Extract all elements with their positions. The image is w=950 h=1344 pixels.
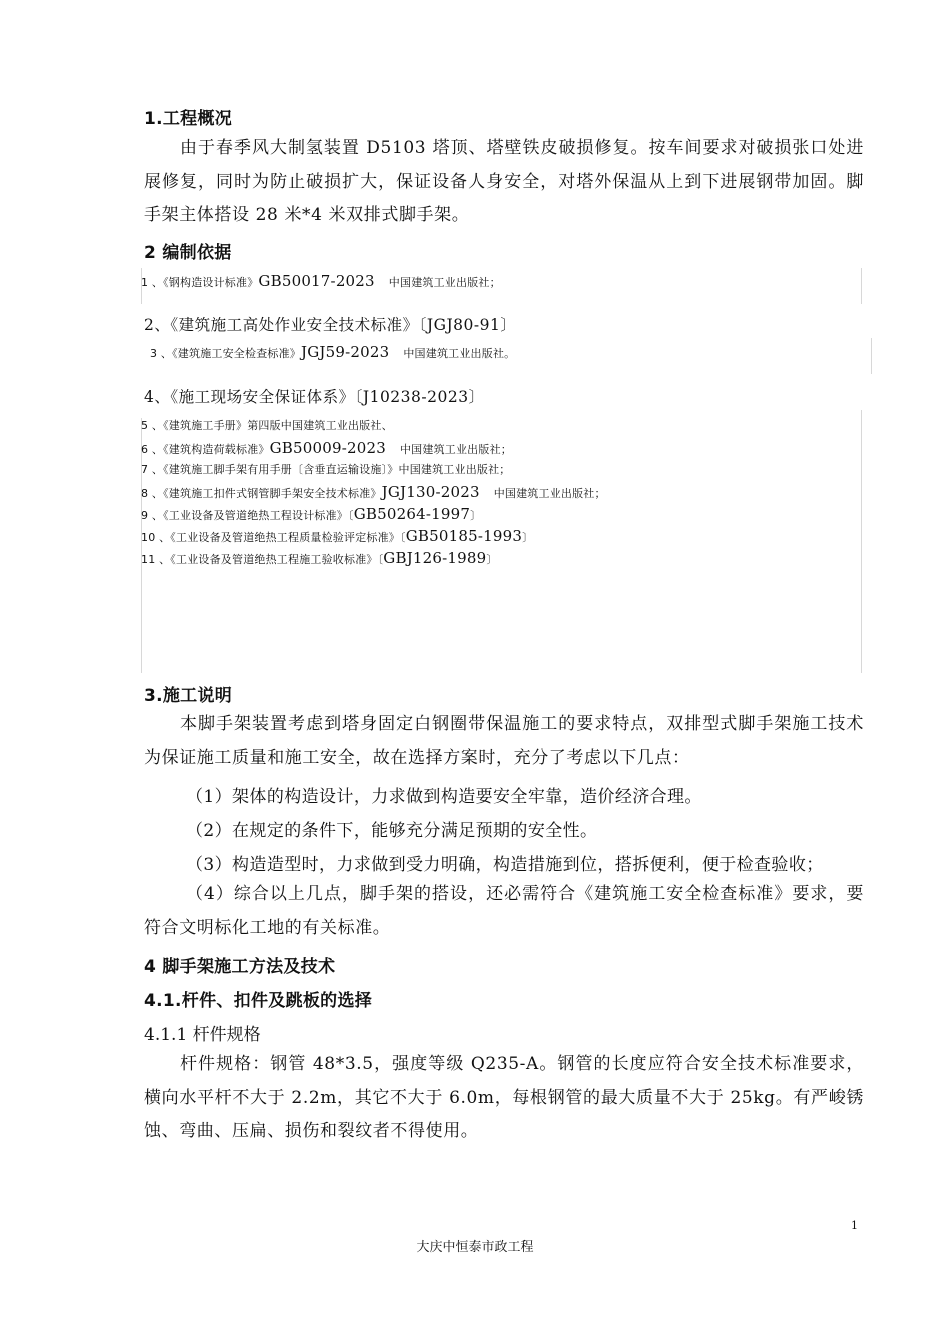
section-3-title: 3.施工说明 <box>144 686 233 706</box>
scan-border-right <box>871 338 872 374</box>
list-item: （2）在规定的条件下，能够充分满足预期的安全性。 <box>186 821 598 841</box>
reference-item: 10 、《工业设备及管道绝热工程质量检验评定标准》〔GB50185-1993〕 <box>141 527 534 545</box>
scan-border-right <box>861 268 862 304</box>
reference-item: 7 、《建筑施工脚手架有用手册〔含垂直运输设施〕》中国建筑工业出版社； <box>141 463 511 476</box>
footer-company: 大庆中恒泰市政工程 <box>416 1240 534 1255</box>
reference-item: 5 、《建筑施工手册》第四版中国建筑工业出版社、 <box>141 419 393 432</box>
reference-item: 11 、《工业设备及管道绝热工程施工验收标准》〔GBJ126-1989〕 <box>141 549 498 567</box>
section-4-1-title: 4.1.杆件、扣件及跳板的选择 <box>144 991 373 1011</box>
reference-item: 1 、《钢构造设计标准》GB50017-2023 中国建筑工业出版社； <box>141 272 501 290</box>
reference-item: 9 、《工业设备及管道绝热工程设计标准》〔GB50264-1997〕 <box>141 505 482 523</box>
section-4-title: 4 脚手架施工方法及技术 <box>144 957 336 977</box>
reference-item: 2、《建筑施工高处作业安全技术标准》〔JGJ80-91〕 <box>144 316 517 334</box>
section-2-title: 2 编制依据 <box>144 243 232 263</box>
page-number: 1 <box>851 1219 858 1232</box>
section-1-body: 由于春季风大制氢装置 D5103 塔顶、塔壁铁皮破损修复。按车间要求对破损张口处进展修复，同时为防止破损扩大，保证设备人身安全，对塔外保温从上到下进展钢带加固。脚手架主体搭设 28 米*4 米双排式脚手架。 <box>144 138 864 225</box>
section-4-1-1-body: 杆件规格：钢管 48*3.5，强度等级 Q235-A。钢管的长度应符合安全技术标准要求，横向水平杆不大于 2.2m，其它不大于 6.0m，每根钢管的最大质量不大于 25kg。有严峻锈蚀、弯曲、压扁、损伤和裂纹者不得使用。 <box>144 1054 864 1141</box>
reference-item: 3 、《建筑施工安全检查标准》JGJ59-2023 中国建筑工业出版社。 <box>150 343 516 361</box>
scan-border-right <box>861 410 862 673</box>
section-3-intro: 本脚手架装置考虑到塔身固定白钢圈带保温施工的要求特点，双排型式脚手架施工技术为保证施工质量和施工安全，故在选择方案时，充分了考虑以下几点： <box>144 714 864 768</box>
section-4-1-1-title: 4.1.1 杆件规格 <box>144 1025 261 1045</box>
list-item: （1）架体的构造设计，力求做到构造要安全牢靠，造价经济合理。 <box>186 787 702 807</box>
list-item: （3）构造造型时，力求做到受力明确，构造措施到位，搭拆便利，便于检查验收； <box>186 855 824 875</box>
reference-item: 6 、《建筑构造荷载标准》GB50009-2023 中国建筑工业出版社； <box>141 439 512 457</box>
list-item: （4）综合以上几点，脚手架的搭设，还必需符合《建筑施工安全检查标准》要求，要符合文明标化工地的有关标准。 <box>144 884 864 938</box>
reference-item: 8 、《建筑施工扣件式钢管脚手架安全技术标准》JGJ130-2023 中国建筑工业出版社； <box>141 483 606 501</box>
section-1-title: 1.工程概况 <box>144 109 233 129</box>
reference-item: 4、《施工现场安全保证体系》〔J10238-2023〕 <box>144 388 485 406</box>
